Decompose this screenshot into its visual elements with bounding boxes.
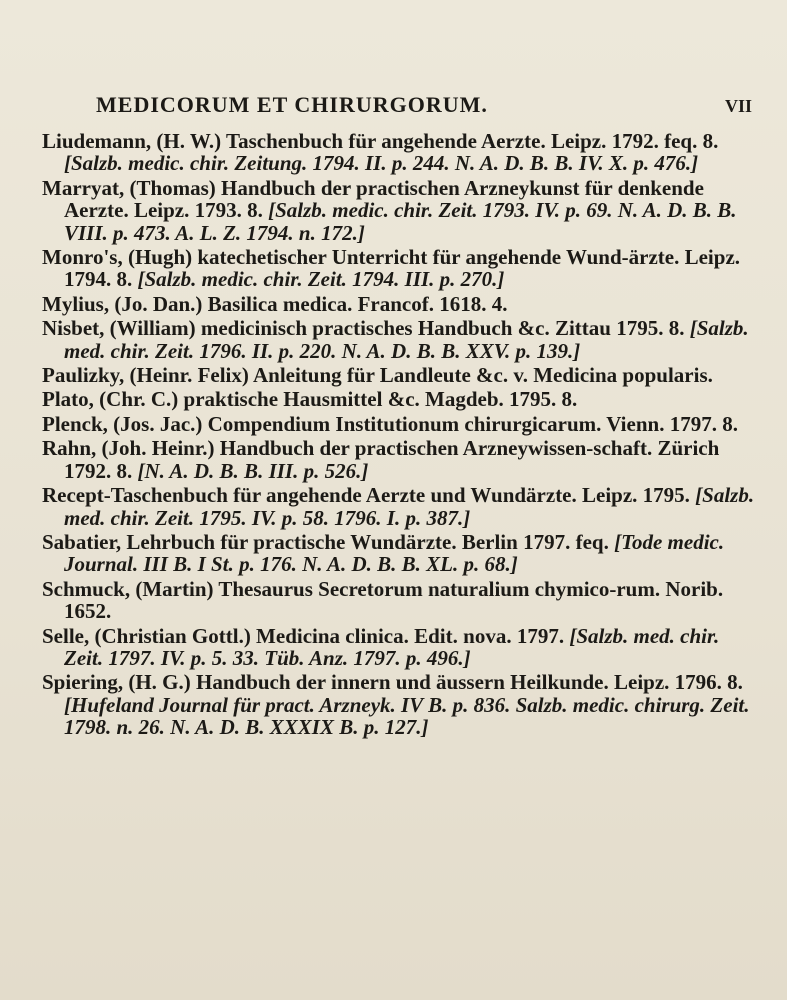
header-title: MEDICORUM ET CHIRURGORUM. (96, 92, 488, 117)
bibliography-entry: Plato, (Chr. C.) praktische Hausmittel &c. Magdeb. 1795. 8. (42, 387, 578, 412)
bibliography-list (42, 130, 762, 741)
bibliography-entry: Mylius, (Jo. Dan.) Basilica medica. Francof. 1618. 4. (42, 291, 508, 316)
bibliography-entry: Nisbet, (William) medicinisch practisches Handbuch &c. Zittau 1795. 8. [Salzb. med. chir. Zeit. 1796. II. p. 220. N. A. D. B. B. XXV. p. 139.] (42, 316, 749, 363)
page-number: VII (724, 96, 752, 116)
bibliography-entry: Plenck, (Jos. Jac.) Compendium Institutionum chirurgicarum. Vienn. 1797. 8. (42, 411, 738, 436)
bibliography-entry: Monro's, (Hugh) katechetischer Unterricht für angehende Wund-ärzte. Leipz. 1794. 8. [Salzb. medic. chir. Zeit. 1794. III. p. 270.] (42, 245, 741, 292)
bibliography-entry: Marryat, (Thomas) Handbuch der practischen Arzneykunst für denkende Aerzte. Leipz. 1793. 8. [Salzb. medic. chir. Zeit. 1793. IV. p. 69. N. A. D. B. B. VIII. p. 473. A. L. Z. 1794. n. 172.] (42, 175, 737, 245)
bibliography-entry: Spiering, (H. G.) Handbuch der innern und äussern Heilkunde. Leipz. 1796. 8. [Hufeland Journal für pract. Arzneyk. IV B. p. 836. Salzb. medic. chirurg. Zeit. 1798. n. 26. N. A. D. B. XXXIX B. p. 127.] (42, 670, 750, 740)
bibliography-entry: Schmuck, (Martin) Thesaurus Secretorum naturalium chymico-rum. Norib. 1652. (42, 576, 724, 624)
bibliography-entry: Liudemann, (H. W.) Taschenbuch für angehende Aerzte. Leipz. 1792. feq. 8. [Salzb. medic. chir. Zeitung. 1794. II. p. 244. N. A. D. B. B. IV. X. p. 476.] (42, 129, 719, 176)
bibliography-entry: Paulizky, (Heinr. Felix) Anleitung für Landleute &c. v. Medicina popularis. (42, 363, 713, 388)
bibliography-entry: Selle, (Christian Gottl.) Medicina clinica. Edit. nova. 1797. [Salzb. med. chir. Zeit. 1797. IV. p. 5. 33. Tüb. Anz. 1797. p. 496.] (42, 623, 720, 670)
bibliography-entry: Recept-Taschenbuch für angehende Aerzte und Wundärzte. Leipz. 1795. [Salzb. med. chir. Zeit. 1795. IV. p. 58. 1796. I. p. 387.] (42, 483, 755, 530)
bibliography-entry: Sabatier, Lehrbuch für practische Wundärzte. Berlin 1797. feq. [Tode medic. Journal. III B. I St. p. 176. N. A. D. B. B. XL. p. 68.] (42, 529, 725, 577)
running-head (96, 92, 756, 118)
bibliography-entry: Rahn, (Joh. Heinr.) Handbuch der practischen Arzneywissen-schaft. Zürich 1792. 8. [N. A. D. B. B. III. p. 526.] (42, 436, 720, 483)
